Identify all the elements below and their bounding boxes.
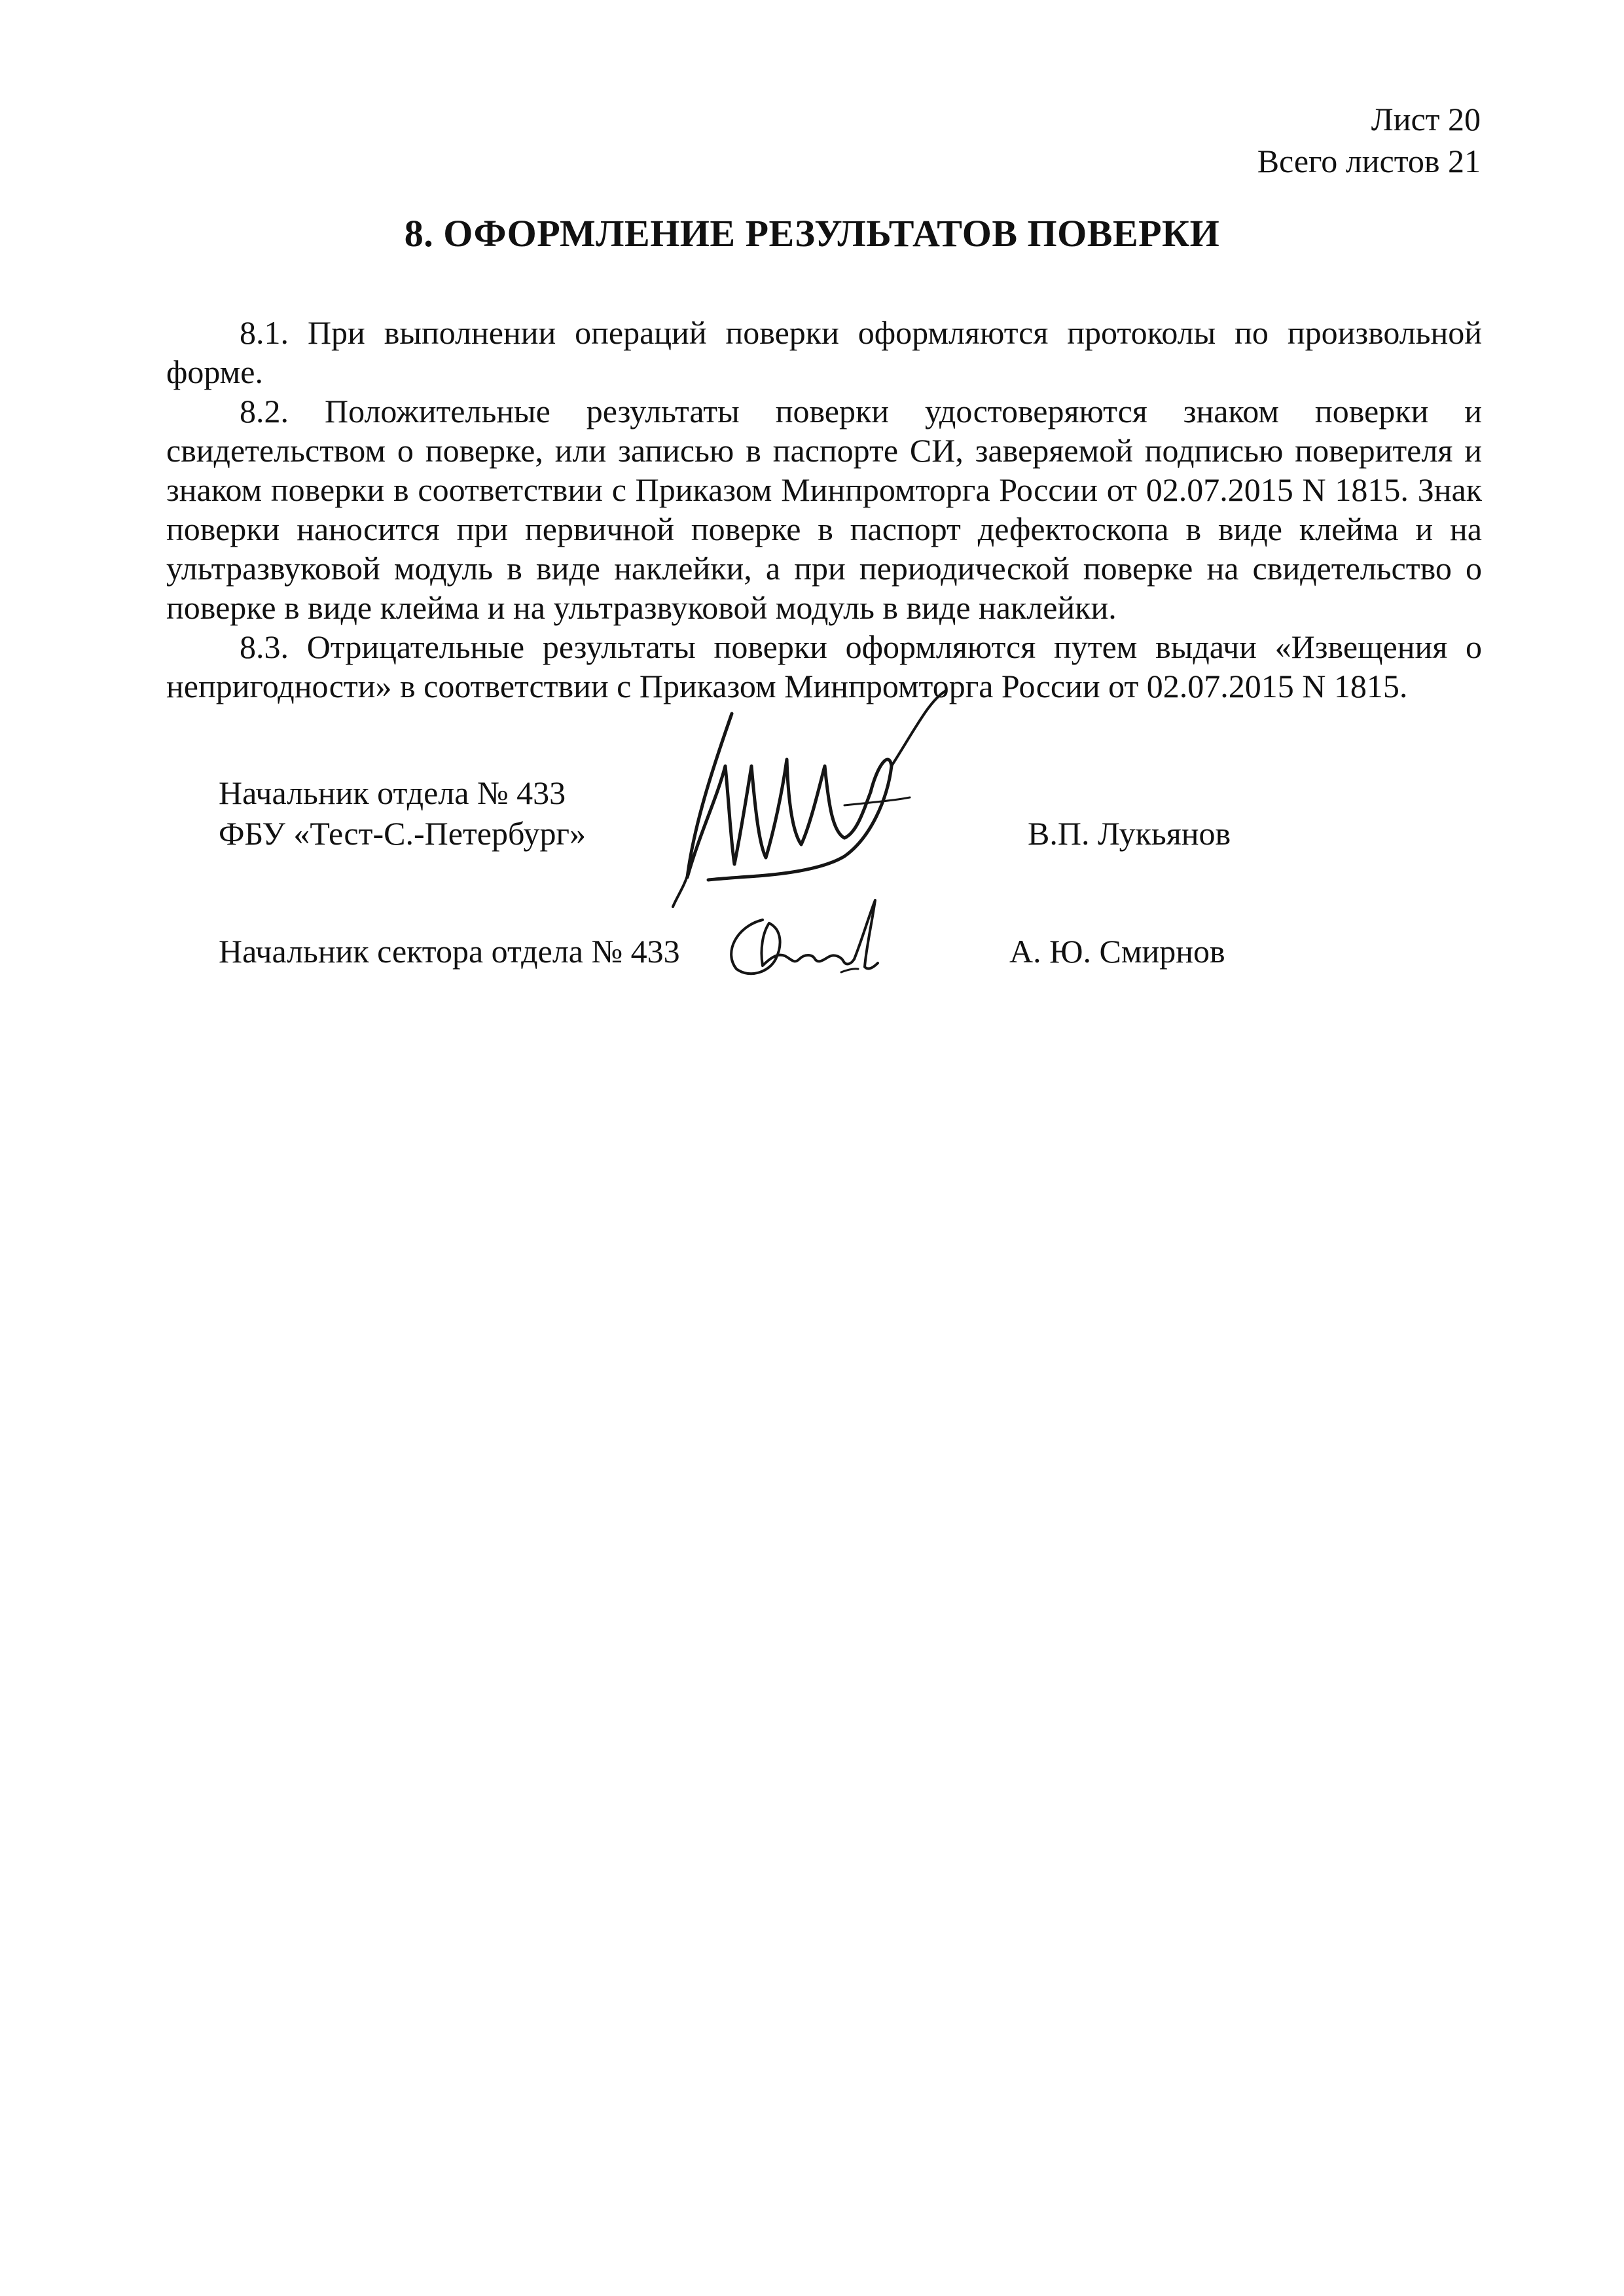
signature-1-stroke bbox=[844, 797, 910, 805]
sheet-number: Лист 20 bbox=[1371, 101, 1481, 137]
signature-2-stroke bbox=[841, 969, 858, 972]
section-title: 8. ОФОРМЛЕНИЕ РЕЗУЛЬТАТОВ ПОВЕРКИ bbox=[404, 212, 1220, 255]
signatory-2-name: А. Ю. Смирнов bbox=[1009, 933, 1225, 970]
signatory-2-title: Начальник сектора отдела № 433 bbox=[219, 933, 680, 970]
signature-2-stroke bbox=[731, 920, 854, 974]
signature-1-image bbox=[648, 687, 975, 910]
signatory-1-organization: ФБУ «Тест-С.-Петербург» bbox=[219, 815, 586, 852]
signature-2-image bbox=[717, 894, 926, 992]
signatory-1-name: В.П. Лукьянов bbox=[1028, 815, 1231, 852]
paragraph-8-2: 8.2. Положительные результаты поверки удостоверяются знаком поверки и свидетельством о поверке, или записью в паспорте СИ, заверяемой подписью поверителя и знаком поверки в соответствии с Приказом Минпромторга России от 02.07.2015 N 1815. Знак поверки наносится при первичной поверке в паспорт дефектоскопа в виде клейма и на ультразвуковой модуль в виде наклейки, а при периодической поверке на свидетельство о поверке в виде клейма и на ультразвуковой модуль в виде наклейки. bbox=[166, 393, 1482, 626]
signatory-1-title: Начальник отдела № 433 bbox=[219, 774, 566, 811]
total-sheets: Всего листов 21 bbox=[1257, 143, 1481, 179]
signature-1-stroke bbox=[687, 714, 892, 880]
paragraph-8-3: 8.3. Отрицательные результаты поверки оформляются путем выдачи «Извещения о непригодности» в соответствии с Приказом Минпромторга России от 02.07.2015 N 1815. bbox=[166, 629, 1482, 704]
document-body bbox=[166, 313, 1482, 706]
signatory-1-position bbox=[219, 773, 586, 854]
paragraph-8-1: 8.1. При выполнении операций поверки оформляются протоколы по произвольной форме. bbox=[166, 314, 1482, 390]
signature-2-stroke bbox=[854, 900, 878, 968]
sheet-info bbox=[1257, 98, 1481, 182]
signature-1-stroke bbox=[673, 871, 689, 907]
signature-1-stroke bbox=[892, 691, 946, 766]
